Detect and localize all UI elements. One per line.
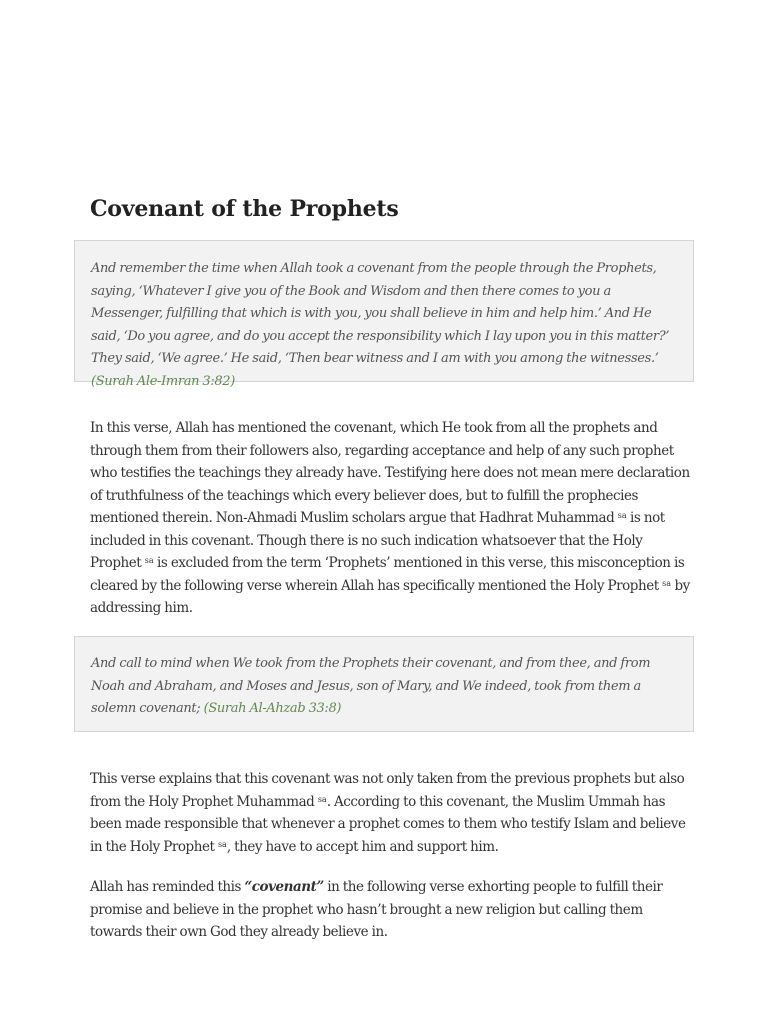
paragraph-text: by addressing him. [90, 577, 690, 616]
page-title: Covenant of the Prophets [90, 196, 399, 222]
honorific-superscript: sa [217, 839, 227, 849]
verse-reference: (Surah Al-Ahzab 33:8) [203, 701, 342, 716]
paragraph-text: Allah has reminded this [90, 879, 245, 895]
honorific-superscript: sa [144, 556, 154, 565]
verse-text: And remember the time when Allah took a covenant from the people through the Prophets, saying, ‘Whatever I give you of the Book and Wisdom and then there comes to you a Messenger, fulfilling that which is with you, you shall believe in him and help him.’ And He said, ‘Do you agree, and do you accept the responsibility which I lay upon you in this matter?’ They said, ‘We agree.’ He said, ‘Then bear witness and I am with you among the witnesses.’ [91, 261, 670, 366]
paragraph-text: This verse explains that this covenant was not only taken from the previous prophets but also from the Holy Prophet Muhammad [90, 771, 685, 810]
paragraph-text: is excluded from the term ‘Prophets’ mentioned in this verse, this misconception is cleared by the following verse wherein Allah has specifically mentioned the Holy Prophet [90, 555, 685, 594]
verse-reference: (Surah Ale-Imran 3:82) [91, 373, 235, 389]
verse-quote-box [74, 636, 694, 732]
paragraph-text: In this verse, Allah has mentioned the covenant, which He took from all the prophets and through them from their followers also, regarding acceptance and help of any such prophet who testifies the teachings they already have. Testifying here does not mean mere declaration of truthfulness of the teachings which every believer does, but to fulfill the prophecies mentioned therein. Non-Ahmadi Muslim scholars argue that Hadhrat Muhammad [90, 420, 690, 526]
paragraph-text: in the following verse exhorting people to fulfill their promise and believe in the prophet who hasn’t brought a new religion but calling them towards their own God they already believe in. [90, 879, 663, 940]
honorific-superscript: sa [317, 794, 327, 804]
verse-quote-text [91, 258, 677, 393]
honorific-superscript: sa [617, 511, 627, 520]
paragraph-text: , they have to accept him and support him. [226, 838, 499, 855]
verse-quote-box [74, 240, 694, 389]
paragraph-text: . According to this covenant, the Muslim Ummah has been made responsible that whenever a prophet comes to them who testify Islam and believe in the Holy Prophet [90, 793, 686, 855]
emphasized-term: “covenant” [244, 879, 324, 895]
verse-quote-text [91, 653, 677, 721]
verse-text: And call to mind when We took from the Prophets their covenant, and from thee, and from Noah and Abraham, and Moses and Jesus, son of Mary, and We indeed, took from them a solemn covenant; [91, 656, 651, 716]
honorific-superscript: sa [662, 578, 672, 588]
commentary-paragraph [90, 876, 690, 944]
commentary-paragraph [90, 768, 690, 858]
paragraph-text: is not included in this covenant. Though there is no such indication whatsoever that the Holy Prophet [90, 510, 665, 571]
commentary-paragraph [90, 417, 690, 620]
